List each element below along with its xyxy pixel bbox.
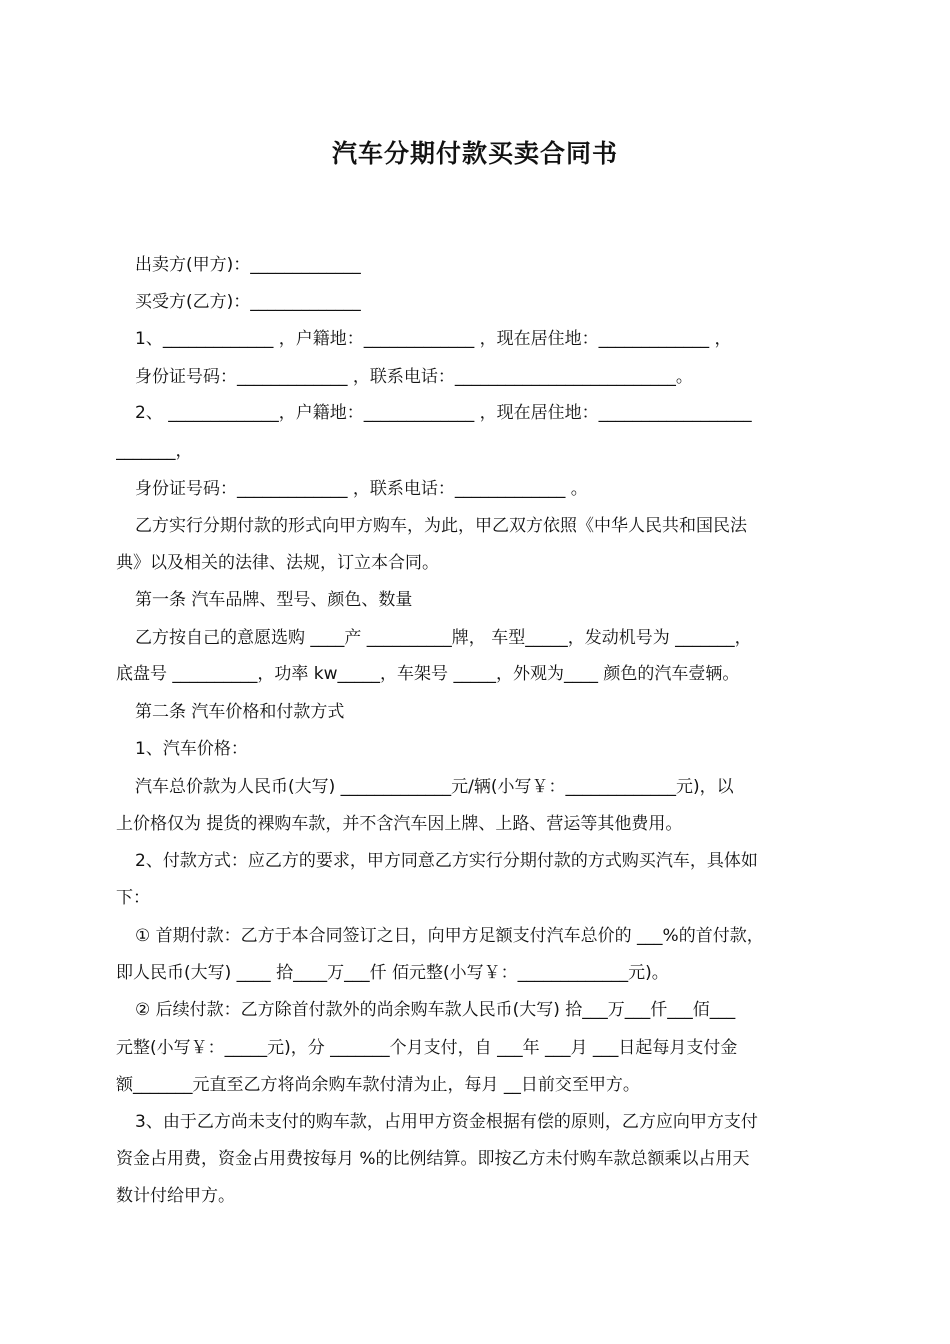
preamble-line-2: 典》以及相关的法律、法规，订立本合同。 [116, 553, 439, 573]
installment-line-1: ② 后续付款：乙方除首付款外的尚余购车款人民币(大写) 拾___万___仟___佰___ [135, 1000, 736, 1020]
party-1-id-line: 身份证号码：_____________ ，联系电话：__________________________。 [135, 367, 693, 387]
installment-line-2: 元整(小写￥：_____元)，分 _______个月支付，自 ___年 ___月 ___日起每月支付金 [116, 1038, 738, 1058]
price-heading: 1、汽车价格： [135, 739, 248, 759]
fund-fee-line-2: 资金占用费，资金占用费按每月 %的比例结算。即按乙方未付购车款总额乘以占用天 [116, 1149, 750, 1169]
fund-fee-line-1: 3、由于乙方尚未支付的购车款，占用甲方资金根据有偿的原则，乙方应向甲方支付 [135, 1112, 758, 1132]
installment-line-3: 额_______元直至乙方将尚余购车款付清为止，每月 __日前交至甲方。 [116, 1075, 640, 1095]
fund-fee-line-3: 数计付给甲方。 [116, 1186, 235, 1206]
article-1-heading: 第一条 汽车品牌、型号、颜色、数量 [135, 590, 413, 610]
price-line-1: 汽车总价款为人民币(大写) _____________元/辆(小写￥：_____________元)，以 [135, 777, 734, 797]
article-1-body-line-1: 乙方按自己的意愿选购 ____产 __________牌， 车型_____，发动机号为 _______， [135, 628, 752, 648]
party-1-info-line: 1、_____________ ，户籍地：_____________ ，现在居住地：_____________ ， [135, 329, 732, 349]
party-2-info-continuation: _______， [116, 441, 193, 461]
payment-method-line-1: 2、付款方式：应乙方的要求，甲方同意乙方实行分期付款的方式购买汽车，具体如 [135, 851, 758, 871]
party-2-info-line: 2、 _____________，户籍地：_____________ ，现在居住地：__________________ [135, 403, 752, 423]
article-2-heading: 第二条 汽车价格和付款方式 [135, 702, 345, 722]
document-title: 汽车分期付款买卖合同书 [331, 139, 618, 168]
down-payment-line-2: 即人民币(大写) ____ 拾____万___仟 佰元整(小写￥：_____________元)。 [116, 963, 669, 983]
buyer-line: 买受方(乙方)：_____________ [135, 292, 361, 312]
party-2-id-line: 身份证号码：_____________ ，联系电话：_____________ 。 [135, 479, 588, 499]
down-payment-line-1: ① 首期付款：乙方于本合同签订之日，向甲方足额支付汽车总价的 ___%的首付款， [135, 926, 764, 946]
seller-line: 出卖方(甲方)：_____________ [135, 255, 361, 275]
payment-method-line-2: 下： [116, 888, 150, 908]
article-1-body-line-2: 底盘号 __________，功率 kw_____，车架号 _____，外观为____ 颜色的汽车壹辆。 [116, 664, 740, 684]
price-line-2: 上价格仅为 提货的裸购车款，并不含汽车因上牌、上路、营运等其他费用。 [116, 814, 683, 834]
preamble-line-1: 乙方实行分期付款的形式向甲方购车，为此，甲乙双方依照《中华人民共和国民法 [135, 516, 747, 536]
